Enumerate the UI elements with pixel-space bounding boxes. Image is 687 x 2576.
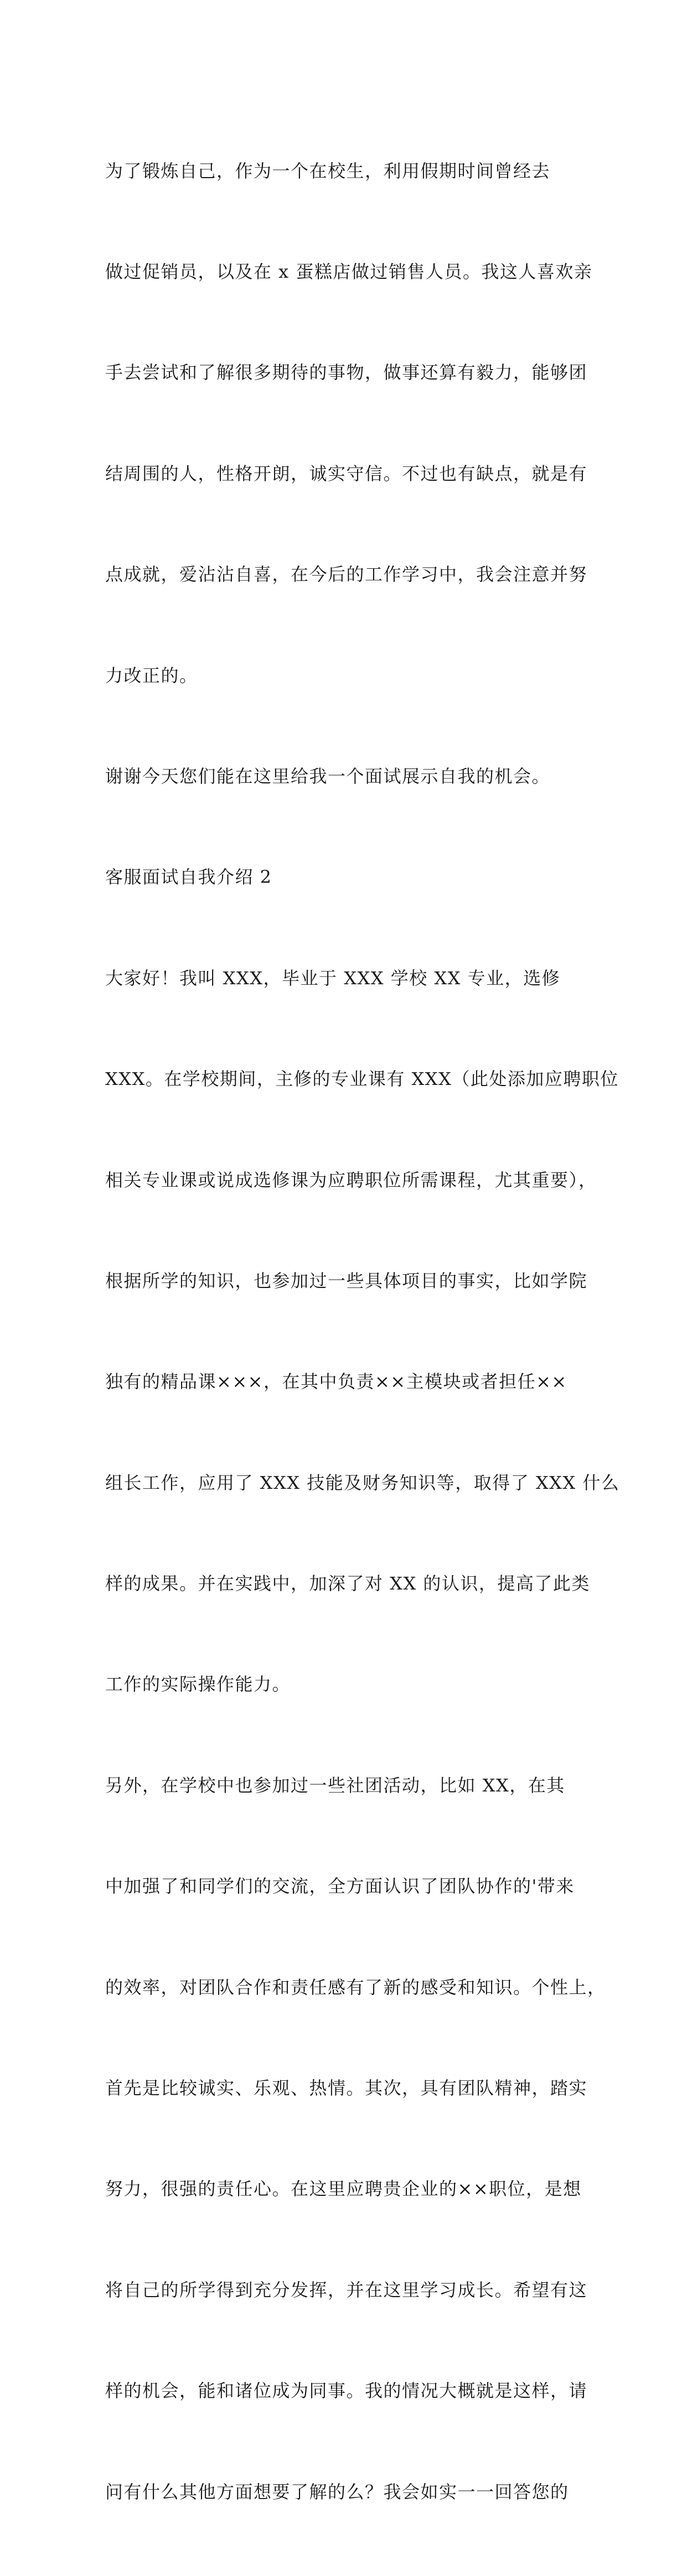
text-line: 谢谢今天您们能在这里给我一个面试展示自我的机会。: [105, 765, 551, 787]
text-line: 中加强了和同学们的交流，全方面认识了团队协作的'带来: [105, 1876, 575, 1897]
text-line: 手去尝试和了解很多期待的事物，做事还算有毅力，能够团: [105, 362, 588, 383]
text-line: 点成就，爱沾沾自喜，在今后的工作学习中，我会注意并努: [105, 564, 588, 585]
text-line: XXX。在学校期间，主修的专业课有 XXX（此处添加应聘职位: [105, 1068, 619, 1090]
text-line: 独有的精品课×××，在其中负责××主模块或者担任××: [105, 1371, 567, 1393]
text-line: 大家好！我叫 XXX，毕业于 XXX 学校 XX 专业，选修: [105, 967, 561, 989]
text-line: 另外，在学校中也参加过一些社团活动，比如 XX，在其: [105, 1774, 565, 1796]
text-line: 做过促销员，以及在 x 蛋糕店做过销售人员。我这人喜欢亲: [105, 261, 593, 282]
text-line: 力改正的。: [105, 664, 198, 686]
text-line: 的效率，对团队合作和责任感有了新的感受和知识。个性上，: [105, 1976, 606, 1998]
text-line: 相关专业课或说成选修课为应聘职位所需课程，尤其重要），: [105, 1169, 597, 1191]
text-line: 样的成果。并在实践中，加深了对 XX 的认识，提高了此类: [105, 1573, 590, 1595]
text-line: 努力，很强的责任心。在这里应聘贵企业的××职位，是想: [105, 2178, 582, 2200]
text-line: 将自己的所学得到充分发挥，并在这里学习成长。希望有这: [105, 2279, 588, 2300]
document-body: [105, 87, 620, 2576]
text-line: 根据所学的知识，也参加过一些具体项目的事实，比如学院: [105, 1270, 588, 1291]
section-heading: 客服面试自我介绍 2: [105, 866, 272, 888]
text-line: 工作的实际操作能力。: [105, 1674, 291, 1695]
text-line: 首先是比较诚实、乐观、热情。其次，具有团队精神，踏实: [105, 2078, 588, 2099]
text-line: 结周围的人，性格开朗，诚实守信。不过也有缺点，就是有: [105, 463, 588, 484]
text-line: 样的机会，能和诸位成为同事。我的情况大概就是这样，请: [105, 2380, 588, 2402]
text-line: 组长工作，应用了 XXX 技能及财务知识等，取得了 XXX 什么: [105, 1472, 620, 1493]
text-line: 问有什么其他方面想要了解的么？我会如实一一回答您的: [105, 2481, 569, 2502]
text-line: 为了锻炼自己，作为一个在校生，利用假期时间曾经去: [105, 160, 551, 181]
